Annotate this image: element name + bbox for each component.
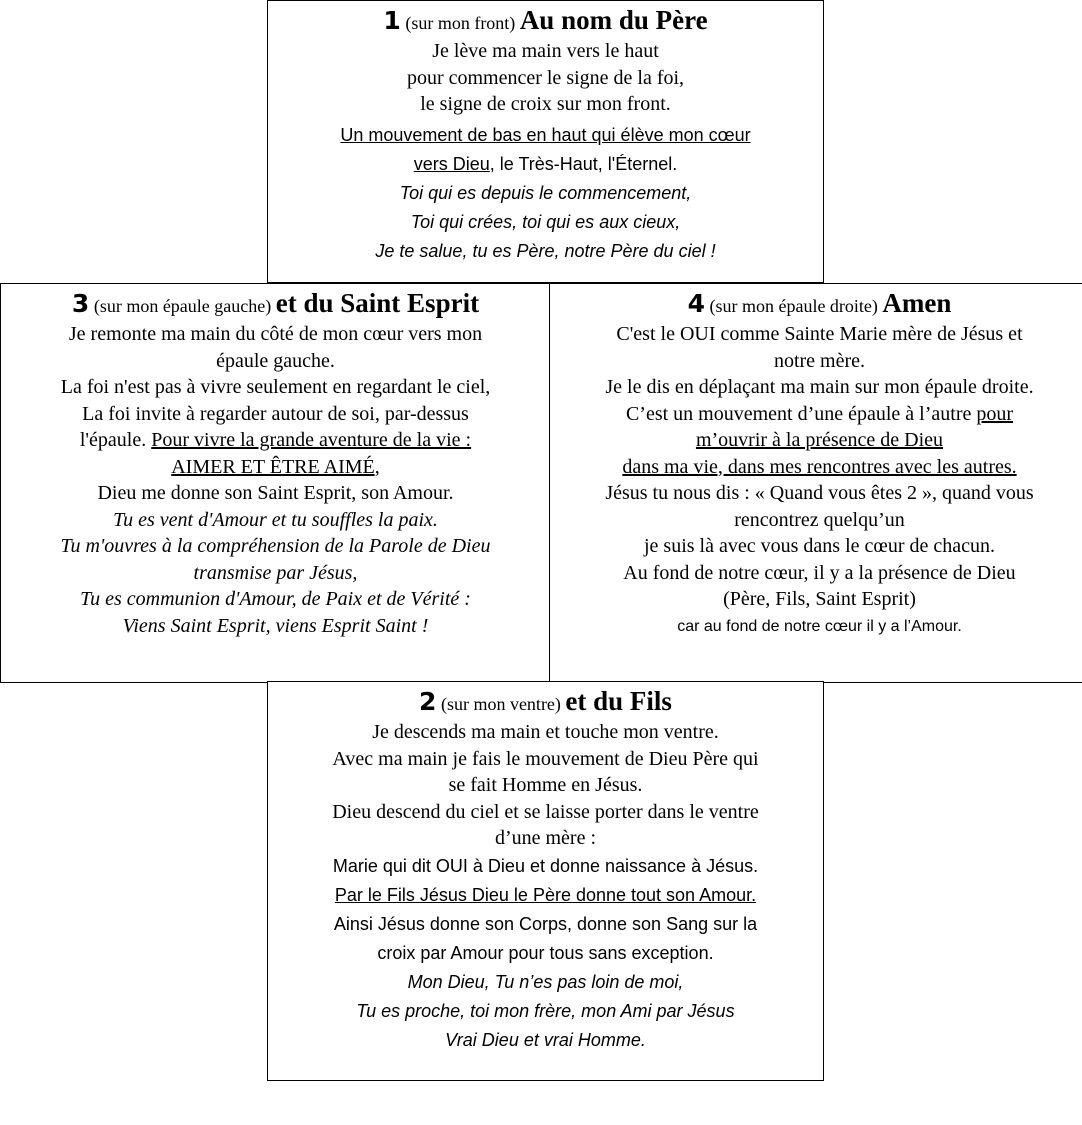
- text-line: Ainsi Jésus donne son Corps, donne son Sang sur la: [333, 913, 758, 934]
- text-line: Au fond de notre cœur, il y a la présence de Dieu: [623, 561, 1016, 584]
- section-3-left-shoulder: [0, 283, 551, 683]
- text-line: rencontrez quelqu’un: [734, 508, 905, 531]
- section-1-front: [267, 0, 824, 283]
- section-4-right-shoulder: [549, 283, 1082, 683]
- text-line: Je descends ma main et touche mon ventre.: [372, 721, 719, 743]
- text-line: le signe de croix sur mon front.: [420, 93, 671, 115]
- underlined-text: Par le Fils Jésus Dieu le Père donne tout son Amour.: [334, 884, 757, 905]
- section-location: (sur mon front): [405, 13, 516, 33]
- section-title: et du Fils: [565, 686, 672, 716]
- section-number: 2: [419, 687, 437, 716]
- text-line: [550, 401, 1082, 428]
- text-line: C'est le OUI comme Sainte Marie mère de Jésus et: [616, 323, 1023, 345]
- underlined-text: AIMER ET ÊTRE AIMÉ,: [171, 455, 380, 478]
- section-4-heading: [550, 288, 1082, 321]
- text-line: pour commencer le signe de la foi,: [406, 66, 685, 89]
- text-line: Toi qui crées, toi qui es aux cieux,: [410, 211, 681, 232]
- text-line: Viens Saint Esprit, viens Esprit Saint !: [122, 614, 429, 637]
- text-line: Toi qui es depuis le commencement,: [399, 182, 692, 203]
- text-line: [268, 881, 823, 910]
- text-line: se fait Homme en Jésus.: [448, 774, 643, 796]
- text-line: [550, 454, 1082, 481]
- underlined-text: m’ouvrir à la présence de Dieu: [695, 429, 944, 451]
- text-line: je suis là avec vous dans le cœur de chacun.: [644, 535, 995, 557]
- text-line: Mon Dieu, Tu n’es pas loin de moi,: [407, 971, 684, 992]
- text-line: Tu es vent d'Amour et tu souffles la paix.: [113, 508, 438, 531]
- text-line: (Père, Fils, Saint Esprit): [723, 588, 916, 610]
- section-location: (sur mon épaule gauche): [93, 296, 272, 316]
- text-line: Dieu descend du ciel et se laisse porter dans le ventre: [332, 800, 759, 823]
- text-line: Je te salue, tu es Père, notre Père du ciel !: [375, 240, 716, 261]
- text-line: La foi n'est pas à vivre seulement en regardant le ciel,: [60, 376, 491, 398]
- text-line: [268, 121, 823, 150]
- text-line: épaule gauche.: [216, 349, 335, 372]
- text-fragment: , le Très-Haut, l'Éternel.: [489, 153, 678, 174]
- text-line: [1, 454, 550, 481]
- section-number: 4: [687, 289, 705, 318]
- underlined-text: pour: [976, 402, 1014, 425]
- underlined-text: dans ma vie, dans mes rencontres avec les autres.: [622, 455, 1017, 478]
- text-line: Marie qui dit OUI à Dieu et donne naissance à Jésus.: [332, 855, 759, 876]
- text-line: Je remonte ma main du côté de mon cœur vers mon: [68, 323, 483, 345]
- text-fragment: l'épaule.: [79, 429, 152, 451]
- section-1-heading: [268, 5, 823, 38]
- section-title: et du Saint Esprit: [275, 288, 480, 318]
- underlined-text: Un mouvement de bas en haut qui élève mon cœur: [340, 124, 751, 145]
- text-line: Vrai Dieu et vrai Homme.: [445, 1029, 646, 1050]
- section-number: 3: [71, 289, 90, 318]
- section-title: Au nom du Père: [519, 5, 708, 35]
- text-line: La foi invite à regarder autour de soi, par-dessus: [82, 402, 469, 425]
- section-2-belly: [267, 681, 824, 1081]
- text-line: croix par Amour pour tous sans exception.: [377, 942, 714, 963]
- text-line: Dieu me donne son Saint Esprit, son Amour.: [97, 482, 454, 504]
- text-line: Avec ma main je fais le mouvement de Dieu Père qui: [332, 747, 759, 770]
- text-line: [268, 150, 823, 179]
- text-fragment: C’est un mouvement d’une épaule à l’autre: [625, 402, 977, 425]
- text-line: Je le dis en déplaçant ma main sur mon épaule droite.: [605, 376, 1034, 398]
- text-line: Tu m'ouvres à la compréhension de la Parole de Dieu: [60, 535, 491, 557]
- text-line: d’une mère :: [494, 827, 597, 849]
- text-line: Je lève ma main vers le haut: [432, 40, 659, 62]
- text-line: [1, 427, 550, 454]
- section-2-heading: [268, 686, 823, 719]
- section-title: Amen: [882, 288, 952, 318]
- section-location: (sur mon ventre): [440, 694, 561, 714]
- text-line: car au fond de notre cœur il y a l’Amour.: [677, 617, 962, 635]
- text-line: Tu es communion d'Amour, de Paix et de Vérité :: [80, 588, 471, 610]
- text-line: [550, 427, 1082, 454]
- text-line: notre mère.: [773, 349, 866, 372]
- text-line: Tu es proche, toi mon frère, mon Ami par Jésus: [356, 1000, 735, 1021]
- underlined-text: vers Dieu: [413, 153, 490, 174]
- section-location: (sur mon épaule droite): [709, 296, 878, 316]
- text-line: Jésus tu nous dis : « Quand vous êtes 2 », quand vous: [605, 482, 1034, 504]
- section-3-heading: [1, 288, 550, 321]
- section-number: 1: [383, 6, 401, 35]
- underlined-text: Pour vivre la grande aventure de la vie :: [151, 429, 472, 451]
- text-line: transmise par Jésus,: [193, 561, 358, 584]
